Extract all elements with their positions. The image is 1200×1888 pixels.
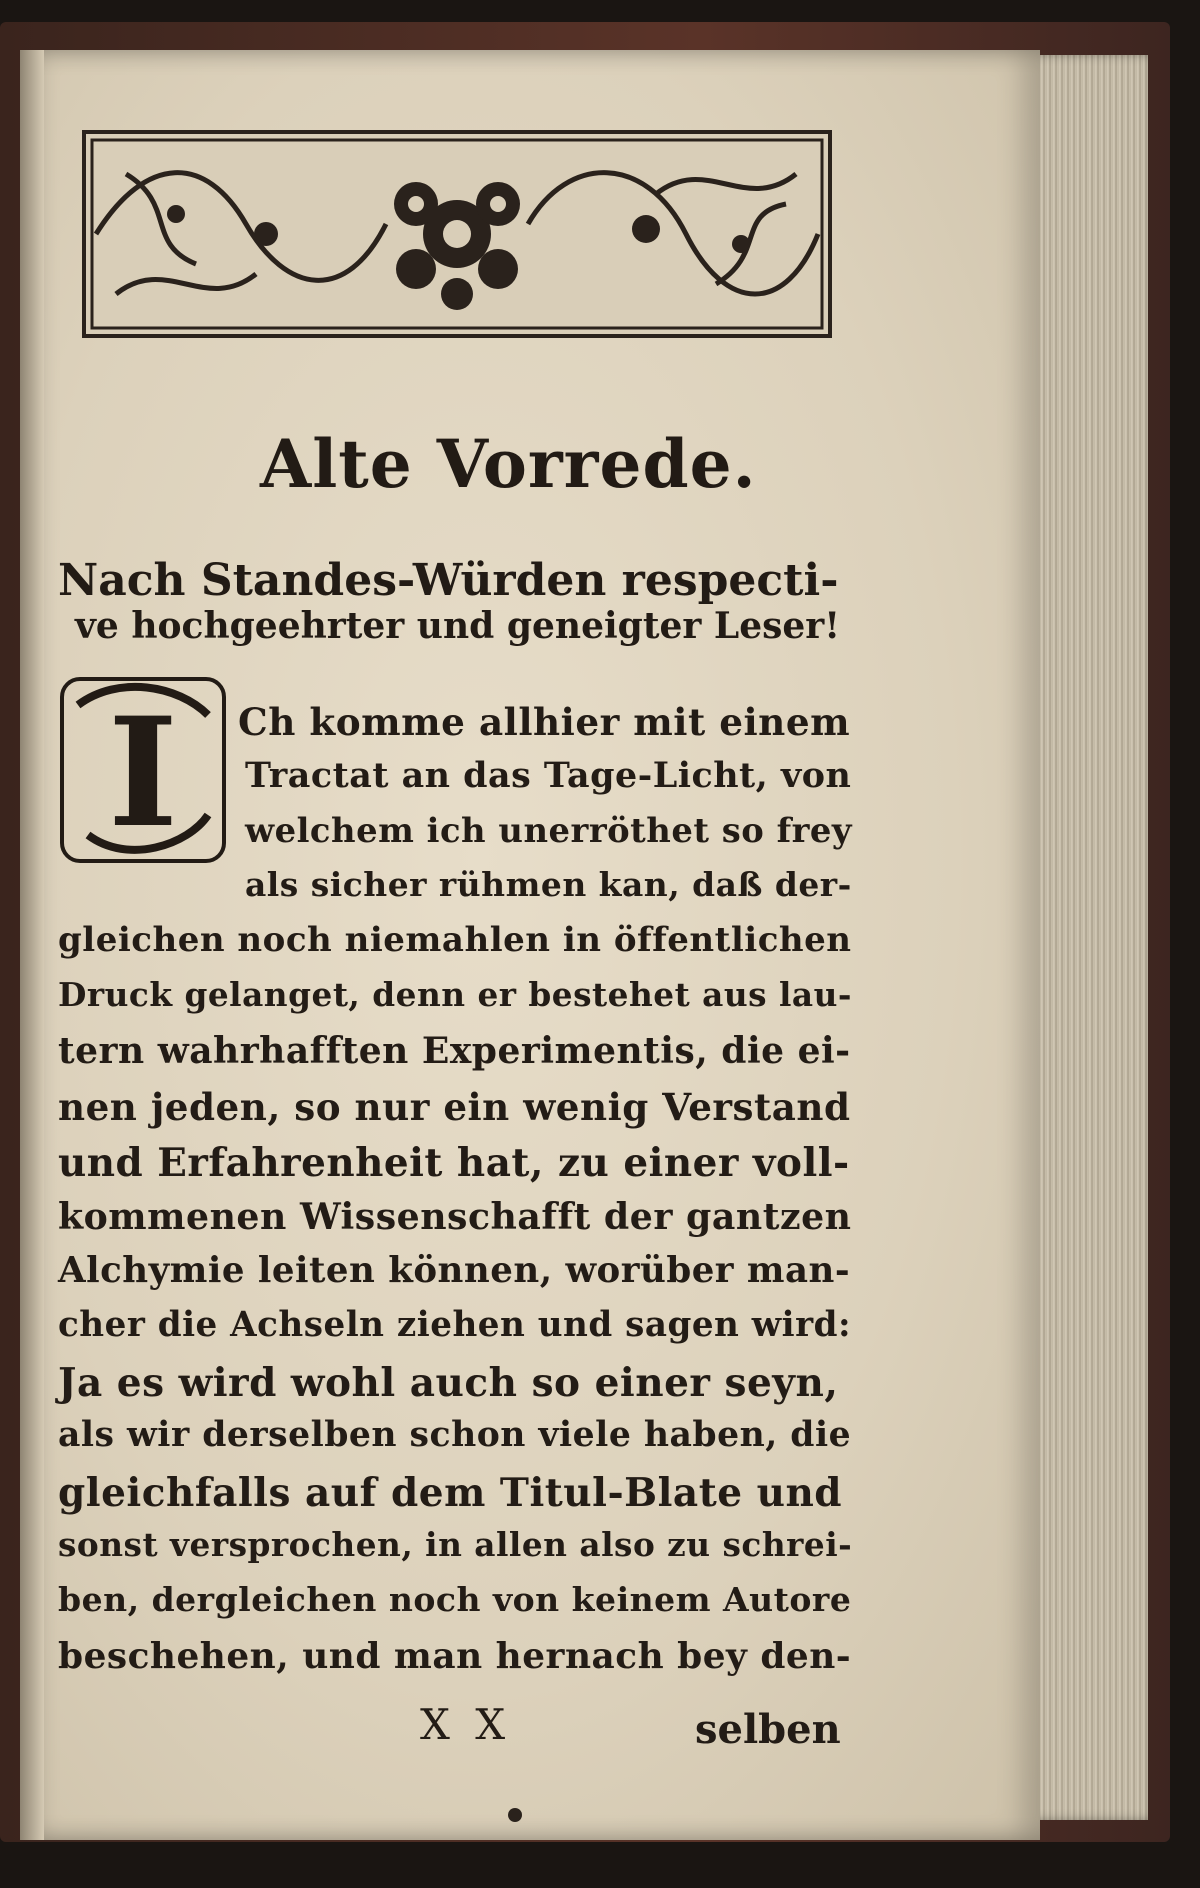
signature-mark: X X [420, 1700, 512, 1749]
body-line: Alchymie leiten können, worüber man- [58, 1250, 851, 1291]
body-line-last: beschehen, und man hernach bey den- [58, 1635, 852, 1677]
page-gutter [20, 50, 44, 1840]
body-line: cher die Achseln ziehen und sagen wird: [58, 1305, 852, 1345]
body-line: kommenen Wissenschafft der gantzen [58, 1195, 852, 1238]
salutation-line-1: Nach Standes-Würden respecti- [58, 555, 839, 606]
floral-headpiece-ornament [82, 130, 832, 338]
body-line: Ch komme allhier mit einem [238, 700, 851, 744]
body-line: sonst versprochen, in allen also zu schrei- [58, 1525, 853, 1564]
body-line: tern wahrhafften Experimentis, die ei- [58, 1030, 851, 1072]
catchword: selben [695, 1706, 841, 1753]
salutation-line-2: ve hochgeehrter und geneigter Leser! [75, 605, 841, 647]
body-line: welchem ich unerröthet so frey [245, 810, 853, 850]
body-line: Ja es wird wohl auch so einer seyn, [58, 1360, 839, 1406]
body-line: Druck gelanget, denn er bestehet aus lau- [58, 975, 853, 1014]
dropcap-letter: I [107, 685, 179, 861]
body-line: Tractat an das Tage-Licht, von [245, 755, 852, 796]
body-line: als wir derselben schon viele haben, die [58, 1415, 852, 1455]
page-dot [508, 1808, 522, 1822]
body-line: gleichen noch niemahlen in öffentlichen [58, 920, 852, 960]
body-line: und Erfahrenheit hat, zu einer voll- [58, 1140, 850, 1186]
body-line: nen jeden, so nur ein wenig Verstand [58, 1085, 851, 1129]
ornamental-dropcap [58, 675, 228, 865]
body-line: als sicher rühmen kan, daß der- [245, 865, 852, 904]
body-line: gleichfalls auf dem Titul-Blate und [58, 1470, 843, 1516]
page-heading: Alte Vorrede. [260, 425, 757, 503]
body-line: ben, dergleichen noch von keinem Autore [58, 1580, 852, 1619]
